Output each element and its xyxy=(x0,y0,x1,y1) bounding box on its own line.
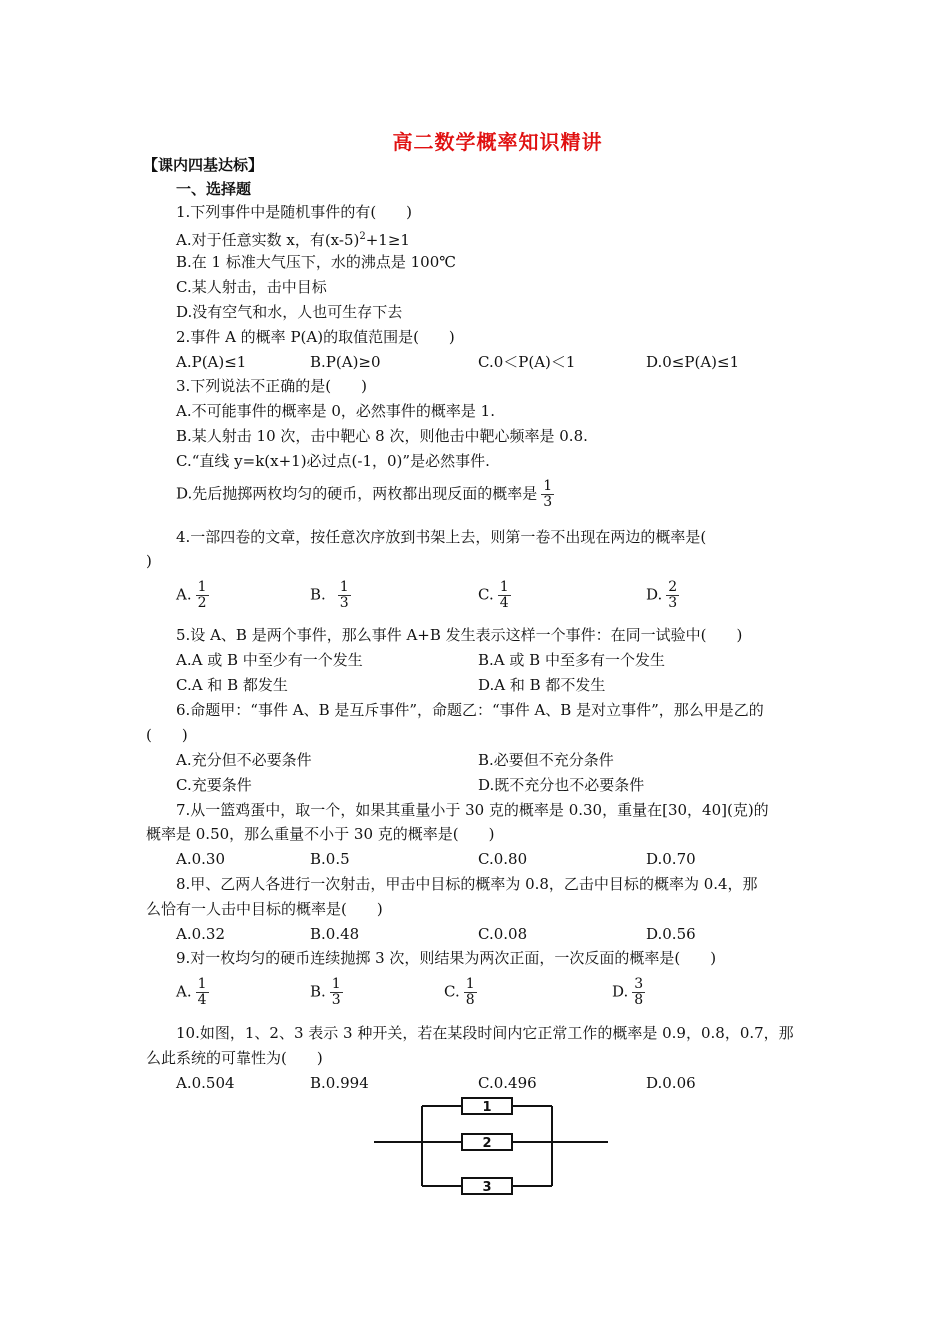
q1-option-c: C.某人射击，击中目标 xyxy=(176,278,327,296)
q10-stem: 10.如图，1、2、3 表示 3 种开关，若在某段时间内它正常工作的概率是 0.9，0.8，0.7，那 xyxy=(176,1024,794,1042)
q2-option-c: C.0＜P(A)＜1 xyxy=(478,353,576,371)
q7-option-d: D.0.70 xyxy=(646,850,696,868)
q3-option-b: B.某人射击 10 次，击中靶心 8 次，则他击中靶心频率是 0.8. xyxy=(176,427,588,445)
q7-option-a: A.0.30 xyxy=(176,850,225,868)
q7-stem: 7.从一篮鸡蛋中，取一个，如果其重量小于 30 克的概率是 0.30，重量在[30，40](克)的 xyxy=(176,801,769,819)
q9-stem: 9.对一枚均匀的硬币连续抛掷 3 次，则结果为两次正面，一次反面的概率是( ) xyxy=(176,949,717,967)
q8-option-c: C.0.08 xyxy=(478,925,528,943)
q6-option-b: B.必要但不充分条件 xyxy=(478,751,614,769)
q6-option-a: A.充分但不必要条件 xyxy=(176,751,312,769)
q2-stem: 2.事件 A 的概率 P(A)的取值范围是( ) xyxy=(176,328,455,346)
q9-option-c: C. $\frac{1}{8}$ xyxy=(444,976,475,1008)
q4-option-c: C. $\frac{1}{4}$ xyxy=(478,579,509,611)
q6-option-c: C.充要条件 xyxy=(176,776,252,794)
q7-stem-cont: 概率是 0.50，那么重量不小于 30 克的概率是( ) xyxy=(146,825,495,843)
q4-option-b: B. $\frac{1}{3}$ xyxy=(310,579,349,611)
page-title: 高二数学概率知识精讲 xyxy=(392,130,603,154)
q9-option-d: D. $\frac{3}{8}$ xyxy=(612,976,644,1008)
q5-stem: 5.设 A、B 是两个事件，那么事件 A+B 发生表示这样一个事件：在同一试验中( ) xyxy=(176,626,743,644)
switch-1-label: 1 xyxy=(482,1100,492,1115)
q2-option-d: D.0≤P(A)≤1 xyxy=(646,353,740,371)
q10-option-a: A.0.504 xyxy=(176,1074,235,1092)
q1-option-b: B.在 1 标准大气压下，水的沸点是 100℃ xyxy=(176,253,457,271)
q6-stem: 6.命题甲：“事件 A、B 是互斥事件”，命题乙：“事件 A、B 是对立事件”，那么甲是乙的 xyxy=(176,701,764,719)
q5-option-a: A.A 或 B 中至少有一个发生 xyxy=(176,651,363,669)
q3-option-d: D.先后抛掷两枚均匀的硬币，两枚都出现反面的概率是 $\frac{1}{3}$ xyxy=(176,478,553,510)
q8-option-d: D.0.56 xyxy=(646,925,696,943)
q10-option-c: C.0.496 xyxy=(478,1074,537,1092)
q7-option-b: B.0.5 xyxy=(310,850,350,868)
q8-stem: 8.甲、乙两人各进行一次射击，甲击中目标的概率为 0.8，乙击中目标的概率为 0.4，那 xyxy=(176,875,758,893)
q10-option-b: B.0.994 xyxy=(310,1074,369,1092)
q8-option-a: A.0.32 xyxy=(176,925,225,943)
q9-option-b: B. $\frac{1}{3}$ xyxy=(310,976,341,1008)
switch-3-label: 3 xyxy=(482,1180,492,1195)
q10-stem-cont: 么此系统的可靠性为( ) xyxy=(146,1049,323,1067)
q3-option-c: C.“直线 y=k(x+1)必过点(-1，0)”是必然事件. xyxy=(176,452,490,470)
q8-stem-cont: 么恰有一人击中目标的概率是( ) xyxy=(146,900,383,918)
q5-option-b: B.A 或 B 中至多有一个发生 xyxy=(478,651,665,669)
q4-option-d: D. $\frac{2}{3}$ xyxy=(646,579,678,611)
q8-option-b: B.0.48 xyxy=(310,925,360,943)
q1-option-a: A.对于任意实数 x，有$(x-5)^2+1\ge 1$ xyxy=(176,231,410,249)
q5-option-d: D.A 和 B 都不发生 xyxy=(478,676,606,694)
q4-option-a: A. $\frac{1}{2}$ xyxy=(176,579,207,611)
q2-option-a: A.P(A)≤1 xyxy=(176,353,247,371)
q3-stem: 3.下列说法不正确的是( ) xyxy=(176,377,368,395)
q5-option-c: C.A 和 B 都发生 xyxy=(176,676,288,694)
q3-option-a: A.不可能事件的概率是 0，必然事件的概率是 1. xyxy=(176,402,495,420)
switch-2-label: 2 xyxy=(482,1136,492,1151)
q1-option-d: D.没有空气和水，人也可生存下去 xyxy=(176,303,403,321)
q4-stem-cont: ) xyxy=(146,552,152,570)
q9-option-a: A. $\frac{1}{4}$ xyxy=(176,976,207,1008)
q4-stem: 4.一部四卷的文章，按任意次序放到书架上去，则第一卷不出现在两边的概率是( xyxy=(176,528,707,546)
q2-option-b: B.P(A)≥0 xyxy=(310,353,381,371)
q6-stem-cont: ( ) xyxy=(146,726,188,744)
q6-option-d: D.既不充分也不必要条件 xyxy=(478,776,645,794)
circuit-diagram xyxy=(372,1092,612,1196)
q7-option-c: C.0.80 xyxy=(478,850,528,868)
q1-stem: 1.下列事件中是随机事件的有( ) xyxy=(176,203,413,221)
subsection-heading: 一、选择题 xyxy=(176,180,252,198)
section-heading: 【课内四基达标】 xyxy=(143,156,264,174)
q10-option-d: D.0.06 xyxy=(646,1074,696,1092)
fraction: $\frac{1}{3}$ xyxy=(543,478,553,510)
